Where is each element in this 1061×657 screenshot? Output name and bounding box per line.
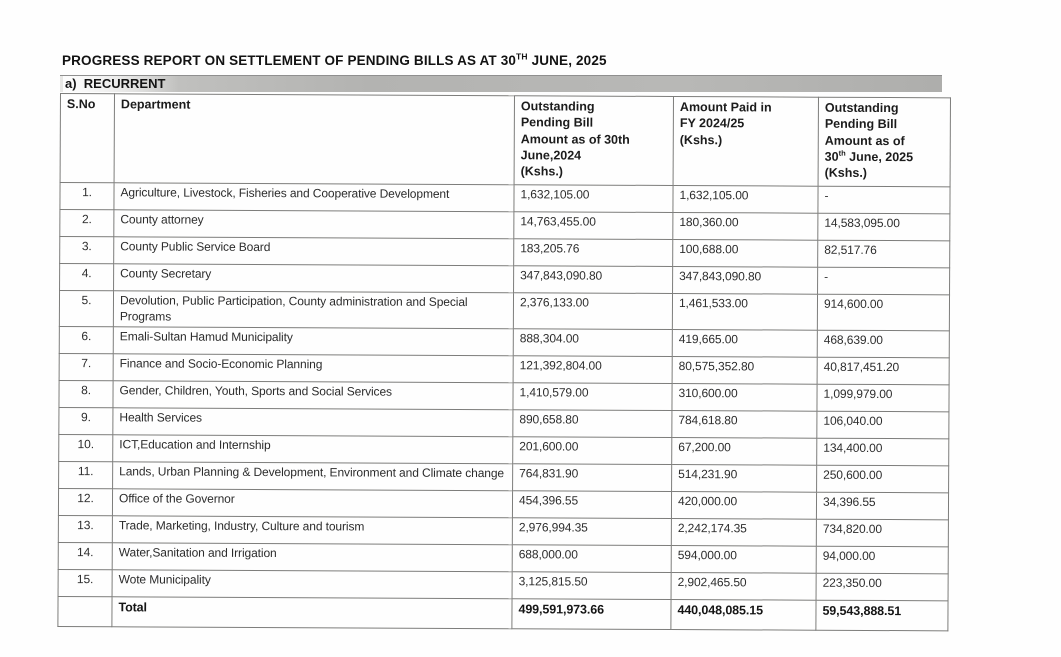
cell-amount-paid: 347,843,090.80 <box>673 266 818 294</box>
cell-amount-paid: 784,618.80 <box>672 411 817 439</box>
cell-outstanding-2024: 14,763,455.00 <box>514 212 673 240</box>
cell-department: Emali-Sultan Hamud Municipality <box>113 327 513 356</box>
table-row <box>59 381 949 412</box>
cell-outstanding-2024: 347,843,090.80 <box>514 266 673 294</box>
cell-outstanding-2024: 888,304.00 <box>513 329 672 357</box>
cell-sno: 14. <box>58 543 112 570</box>
cell-outstanding-2025: - <box>818 186 950 214</box>
table-row <box>60 210 950 241</box>
cell-department: County attorney <box>114 210 514 239</box>
col-header-outstanding-2024: Outstanding Pending Bill Amount as of 30th June,2024 (Kshs.) <box>514 96 673 186</box>
cell-amount-paid: 1,632,105.00 <box>673 185 818 213</box>
cell-sno: 10. <box>59 435 113 462</box>
cell-outstanding-2024: 890,658.80 <box>513 410 672 438</box>
cell-outstanding-2025: 106,040.00 <box>817 411 949 439</box>
cell-outstanding-2025: 134,400.00 <box>817 438 949 466</box>
cell-sno: 7. <box>59 354 113 381</box>
total-label-cell: Total <box>112 597 512 629</box>
cell-outstanding-2025: 14,583,095.00 <box>818 213 950 241</box>
table-footer <box>58 597 948 631</box>
document-title-ordinal: TH <box>516 51 528 62</box>
table-row <box>58 570 948 601</box>
cell-department: Wote Municipality <box>112 570 512 599</box>
cell-outstanding-2024: 183,205.76 <box>514 239 673 267</box>
cell-amount-paid: 67,200.00 <box>672 438 817 466</box>
cell-sno: 1. <box>60 183 114 210</box>
table-row <box>59 408 949 439</box>
cell-sno: 5. <box>59 291 113 327</box>
table-row <box>58 516 948 547</box>
total-amount-paid-cell: 440,048,085.15 <box>671 600 816 631</box>
col-header-amount-paid: Amount Paid in FY 2024/25 (Kshs.) <box>673 96 818 186</box>
cell-outstanding-2025: 1,099,979.00 <box>817 384 949 412</box>
cell-outstanding-2025: 40,817,451.20 <box>817 357 949 385</box>
cell-amount-paid: 100,688.00 <box>673 239 818 267</box>
section-header-label <box>63 76 179 92</box>
cell-outstanding-2025: 914,600.00 <box>817 294 949 331</box>
cell-sno: 13. <box>58 516 112 543</box>
cell-outstanding-2025: 34,396.55 <box>816 492 948 520</box>
total-outstanding-2024-cell: 499,591,973.66 <box>512 599 671 630</box>
cell-department: Health Services <box>113 408 513 437</box>
cell-amount-paid: 2,902,465.50 <box>671 573 816 601</box>
cell-sno: 12. <box>58 489 112 516</box>
cell-amount-paid: 1,461,533.00 <box>672 293 817 330</box>
document-title-tail: JUNE, 2025 <box>527 53 607 68</box>
cell-department: Trade, Marketing, Industry, Culture and tourism <box>112 516 512 545</box>
table-row <box>60 237 950 268</box>
cell-outstanding-2024: 2,976,994.35 <box>512 518 671 546</box>
total-row <box>58 597 948 631</box>
table-row <box>59 291 949 332</box>
cell-outstanding-2024: 3,125,815.50 <box>512 572 671 600</box>
col-header-outstanding-2025: Outstanding Pending Bill Amount as of 30th June, 2025 (Kshs.) <box>818 97 950 187</box>
cell-sno: 15. <box>58 570 112 597</box>
cell-department: Lands, Urban Planning & Development, Environment and Climate change <box>113 462 513 491</box>
section-header-band <box>60 75 942 92</box>
cell-department: Water,Sanitation and Irrigation <box>112 543 512 572</box>
cell-department: Devolution, Public Participation, County administration and Special Programs <box>113 291 513 329</box>
cell-sno: 8. <box>59 381 113 408</box>
section-prefix: a) <box>65 76 77 91</box>
cell-outstanding-2025: 223,350.00 <box>816 573 948 601</box>
table-row <box>59 327 949 358</box>
cell-outstanding-2024: 1,410,579.00 <box>513 383 672 411</box>
table-row <box>60 264 950 295</box>
cell-amount-paid: 420,000.00 <box>671 492 816 520</box>
cell-outstanding-2024: 454,396.55 <box>512 491 671 519</box>
table-row <box>59 354 949 385</box>
table-row <box>58 543 948 574</box>
cell-outstanding-2025: 82,517.76 <box>818 240 950 268</box>
col-header-department: Department <box>114 94 514 185</box>
cell-department: County Public Service Board <box>114 237 514 266</box>
cell-outstanding-2024: 201,600.00 <box>513 437 672 465</box>
cell-sno: 6. <box>59 327 113 354</box>
section-name: RECURRENT <box>83 76 166 91</box>
table-header <box>60 94 950 187</box>
cell-outstanding-2024: 2,376,133.00 <box>513 293 672 330</box>
cell-amount-paid: 2,242,174.35 <box>671 519 816 547</box>
cell-outstanding-2025: 734,820.00 <box>816 519 948 547</box>
cell-amount-paid: 80,575,352.80 <box>672 357 817 385</box>
pending-bills-table <box>57 93 951 632</box>
table-row <box>59 435 949 466</box>
document-title <box>62 53 607 68</box>
cell-sno: 3. <box>60 237 114 264</box>
cell-department: Gender, Children, Youth, Sports and Social Services <box>113 381 513 410</box>
cell-sno: 4. <box>60 264 114 291</box>
cell-amount-paid: 419,665.00 <box>672 330 817 358</box>
cell-outstanding-2024: 688,000.00 <box>512 545 671 573</box>
cell-amount-paid: 594,000.00 <box>671 546 816 574</box>
total-sno-cell <box>58 597 112 627</box>
cell-outstanding-2024: 1,632,105.00 <box>514 185 673 213</box>
cell-outstanding-2025: - <box>818 267 950 295</box>
table-row <box>59 462 949 493</box>
cell-outstanding-2024: 121,392,804.00 <box>513 356 672 384</box>
cell-department: Agriculture, Livestock, Fisheries and Cooperative Development <box>114 183 514 212</box>
cell-department: ICT,Education and Internship <box>113 435 513 464</box>
cell-department: Office of the Governor <box>112 489 512 518</box>
cell-outstanding-2025: 468,639.00 <box>817 330 949 358</box>
cell-outstanding-2024: 764,831.90 <box>513 464 672 492</box>
cell-amount-paid: 514,231.90 <box>672 465 817 493</box>
cell-sno: 11. <box>59 462 113 489</box>
cell-outstanding-2025: 94,000.00 <box>816 546 948 574</box>
cell-department: County Secretary <box>114 264 514 293</box>
table-header-row <box>60 94 950 187</box>
total-outstanding-2025-cell: 59,543,888.51 <box>816 600 948 631</box>
cell-sno: 2. <box>60 210 114 237</box>
cell-amount-paid: 180,360.00 <box>673 212 818 240</box>
table-body <box>58 183 950 602</box>
table-row <box>60 183 950 214</box>
cell-outstanding-2025: 250,600.00 <box>817 465 949 493</box>
cell-sno: 9. <box>59 408 113 435</box>
document-title-text: PROGRESS REPORT ON SETTLEMENT OF PENDING BILLS AS AT 30 <box>62 53 517 68</box>
cell-department: Finance and Socio-Economic Planning <box>113 354 513 383</box>
col-header-sno: S.No <box>60 94 114 183</box>
table-row <box>58 489 948 520</box>
cell-amount-paid: 310,600.00 <box>672 384 817 412</box>
